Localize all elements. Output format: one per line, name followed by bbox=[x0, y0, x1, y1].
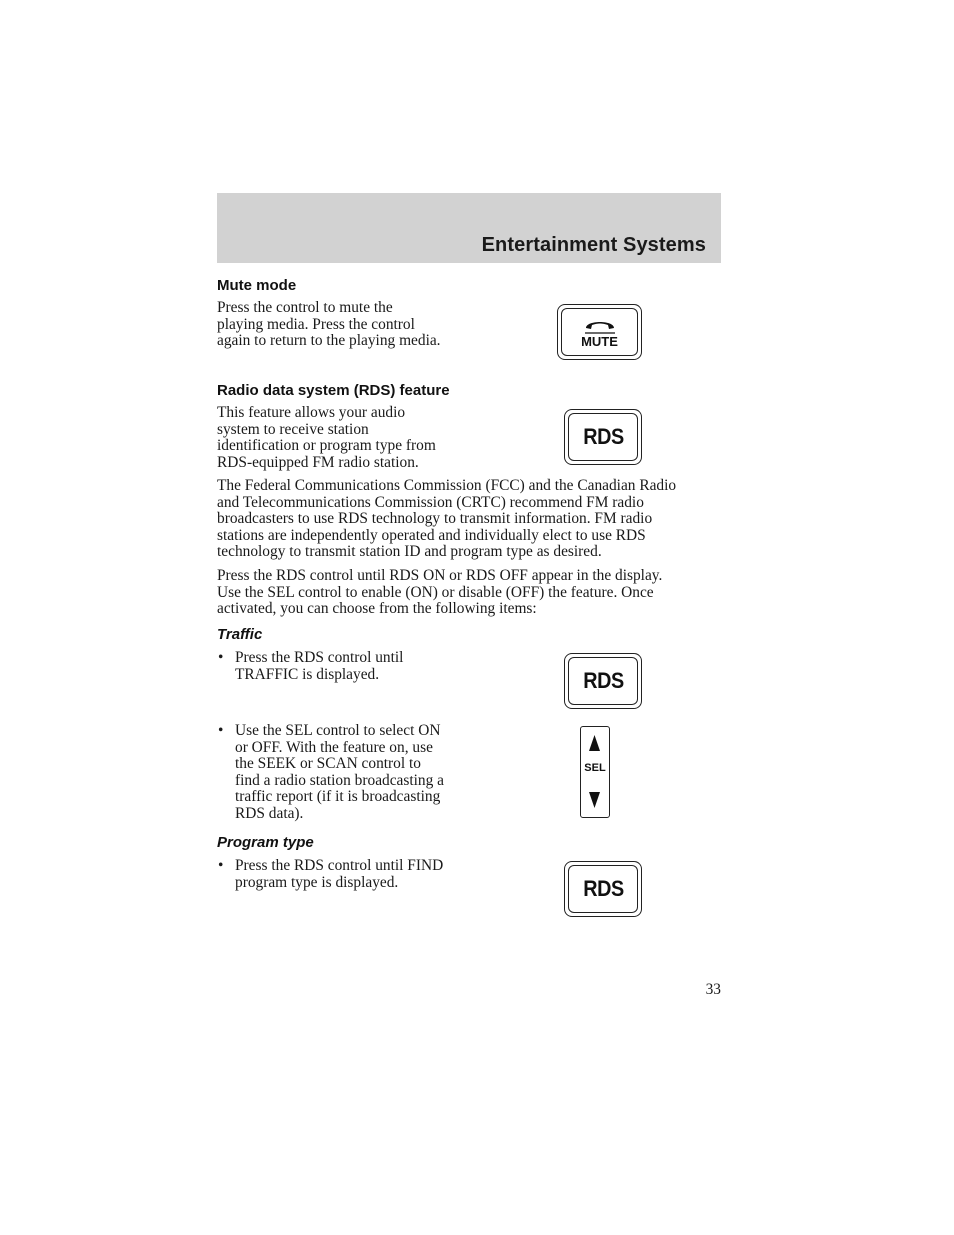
rds-feature-heading: Radio data system (RDS) feature bbox=[217, 382, 450, 399]
traffic-b2-line-6: RDS data). bbox=[235, 804, 304, 822]
mute-line-3: again to return to the playing media. bbox=[217, 332, 441, 349]
up-arrow-icon bbox=[589, 735, 600, 751]
rds-button-illustration bbox=[564, 409, 642, 465]
fcc-line-5: technology to transmit station ID and program type as desired. bbox=[217, 543, 602, 560]
instr-line-2: Use the SEL control to enable (ON) or disable (OFF) the feature. Once bbox=[217, 583, 654, 601]
mute-mode-heading: Mute mode bbox=[217, 277, 297, 294]
mute-line-1: Press the control to mute the bbox=[217, 299, 393, 316]
traffic-b2-line-4: find a radio station broadcasting a bbox=[235, 771, 444, 789]
fcc-paragraph bbox=[217, 478, 676, 561]
instr-line-3: activated, you can choose from the following items: bbox=[217, 600, 537, 617]
fcc-line-3: broadcasters to use RDS technology to transmit information. FM radio bbox=[217, 510, 653, 527]
fcc-line-4: stations are independently operated and individually elect to use RDS bbox=[217, 526, 646, 544]
traffic-b2-line-1: Use the SEL control to select ON bbox=[235, 722, 441, 739]
section-header-band bbox=[217, 193, 721, 263]
rds-line-4: RDS-equipped FM radio station. bbox=[217, 453, 419, 471]
rds-label: RDS bbox=[582, 424, 624, 449]
page-number: 33 bbox=[705, 981, 721, 998]
mute-line-2: playing media. Press the control bbox=[217, 315, 415, 333]
rds-line-1: This feature allows your audio bbox=[217, 404, 406, 421]
rds-button-illustration-traffic bbox=[564, 653, 642, 709]
traffic-b1-line-1: Press the RDS control until bbox=[235, 649, 404, 666]
bullet-marker: • bbox=[218, 722, 224, 739]
traffic-heading: Traffic bbox=[217, 626, 263, 643]
mute-mode-text bbox=[217, 300, 441, 350]
program-type-heading: Program type bbox=[217, 834, 314, 851]
fcc-line-1: The Federal Communications Commission (FCC) and the Canadian Radio bbox=[217, 477, 677, 494]
rds-feature-text bbox=[217, 405, 436, 471]
mute-label: MUTE bbox=[581, 333, 618, 349]
section-title: Entertainment Systems bbox=[481, 234, 706, 256]
traffic-b2-line-5: traffic report (if it is broadcasting bbox=[235, 788, 441, 805]
phone-handset-icon bbox=[582, 316, 618, 334]
traffic-b2-line-2: or OFF. With the feature on, use bbox=[235, 738, 433, 756]
rds-instructions-paragraph bbox=[217, 568, 662, 618]
rds-line-2: system to receive station bbox=[217, 420, 369, 438]
mute-button-illustration bbox=[557, 304, 642, 360]
sel-button-illustration bbox=[580, 726, 610, 818]
instr-line-1: Press the RDS control until RDS ON or RDS OFF appear in the display. bbox=[217, 567, 663, 584]
traffic-b1-line-2: TRAFFIC is displayed. bbox=[235, 665, 380, 683]
rds-label: RDS bbox=[582, 668, 624, 693]
rds-label: RDS bbox=[582, 876, 624, 901]
rds-button-illustration-program bbox=[564, 861, 642, 917]
down-arrow-icon bbox=[589, 792, 600, 808]
rds-line-3: identification or program type from bbox=[217, 437, 436, 454]
bullet-marker: • bbox=[218, 857, 224, 874]
traffic-b2-line-3: the SEEK or SCAN control to bbox=[235, 755, 421, 772]
sel-label: SEL bbox=[584, 762, 606, 774]
program-b1-line-1: Press the RDS control until FIND bbox=[235, 857, 444, 874]
program-b1-line-2: program type is displayed. bbox=[235, 873, 399, 891]
bullet-marker: • bbox=[218, 649, 224, 666]
fcc-line-2: and Telecommunications Commission (CRTC) recommend FM radio bbox=[217, 493, 644, 511]
